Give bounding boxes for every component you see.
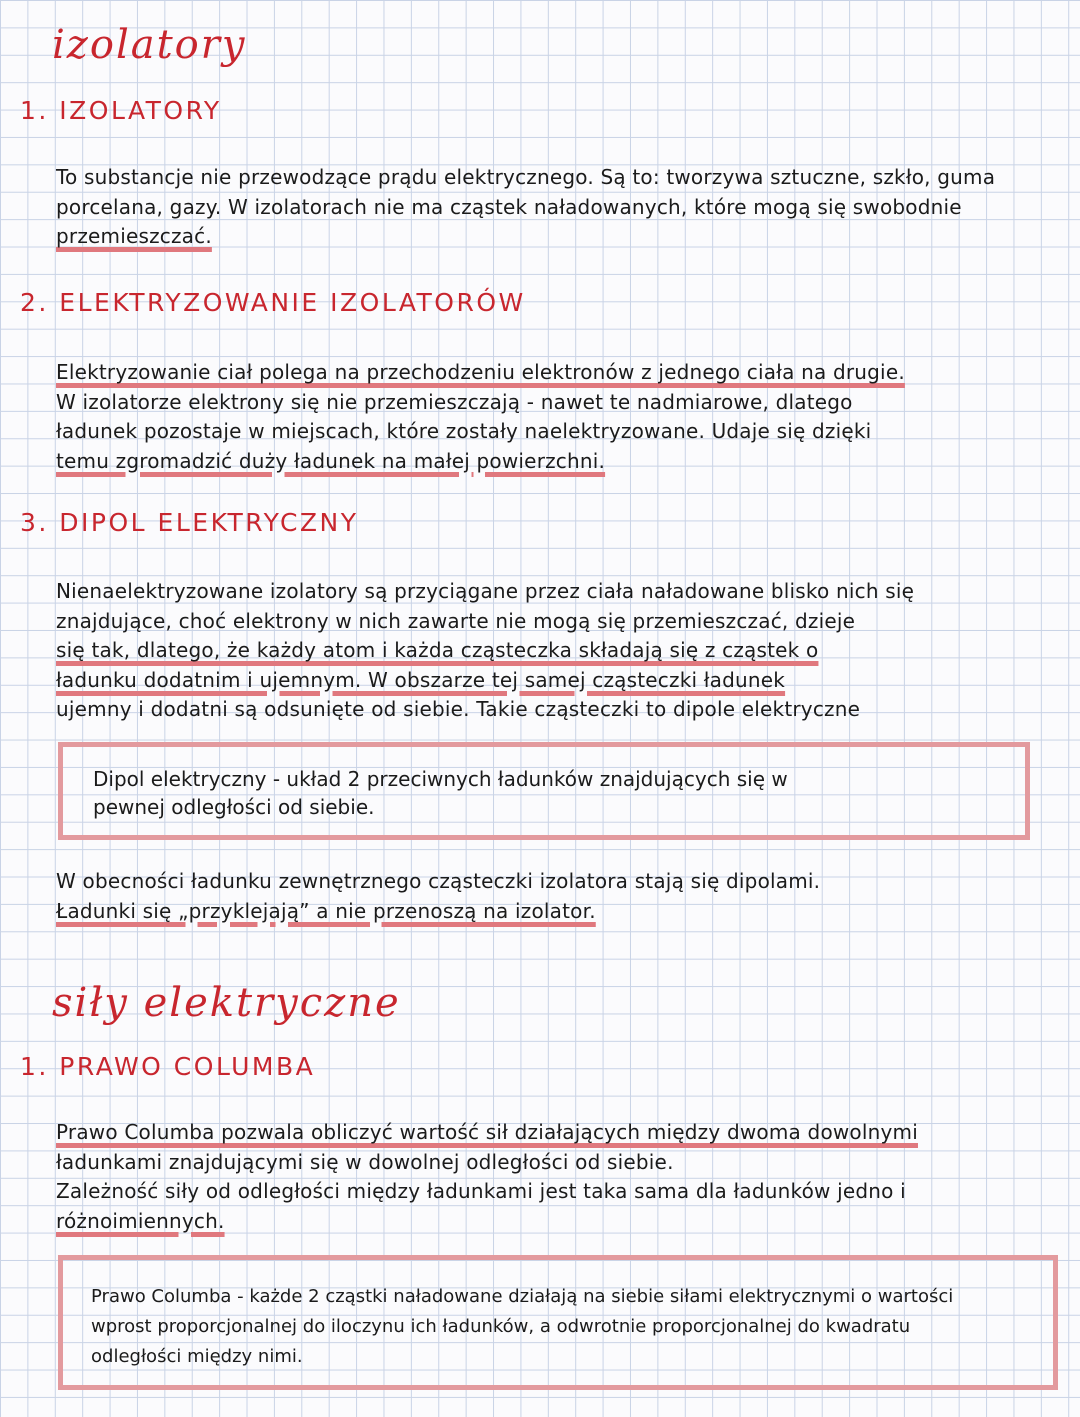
heading-elektryzowanie: 2. ELEKTRYZOWANIE IZOLATORÓW: [20, 288, 526, 317]
heading-prawo-columba: 1. PRAWO COLUMBA: [20, 1052, 316, 1081]
text-line: Prawo Columba - każde 2 cząstki naładowane działają na siebie siłami elektrycznymi o wartości: [91, 1286, 954, 1307]
heading-dipol: 3. DIPOL ELEKTRYCZNY: [20, 508, 359, 537]
text-line: Prawo Columba pozwala obliczyć wartość sił działających między dwoma dowolnymi: [56, 1120, 918, 1144]
text-line: Nienaelektryzowane izolatory są przyciągane przez ciała naładowane blisko nich się: [56, 579, 915, 603]
text-line: ujemny i dodatni są odsunięte od siebie. Takie cząsteczki to dipole elektryczne: [56, 697, 861, 721]
text-line: Zależność siły od odległości między ładunkami jest taka sama dla ładunków jedno i: [56, 1179, 906, 1203]
text-line: się tak, dlatego, że każdy atom i każda cząsteczka składają się z cząstek o: [56, 638, 819, 662]
text-line: ładunkami znajdującymi się w dowolnej odległości od siebie.: [56, 1149, 674, 1174]
definition-text: [93, 765, 1025, 821]
text-line: różnoimiennych.: [56, 1208, 225, 1233]
definition-box-columb: [58, 1255, 1058, 1390]
section-title-izolatory: izolatory: [52, 22, 247, 68]
text-line: W izolatorze elektrony się nie przemieszczają - nawet te nadmiarowe, dlatego: [56, 389, 853, 414]
text-line: przemieszczać.: [56, 224, 212, 248]
text-line: Dipol elektryczny - układ 2 przeciwnych ładunków znajdujących się w: [93, 767, 788, 791]
paragraph-dipol: [56, 577, 1056, 725]
paragraph-elektryzowanie: [56, 358, 1056, 476]
text-line: wprost proporcjonalnej do iloczynu ich ładunków, a odwrotnie proporcjonalnej do kwadratu: [91, 1316, 911, 1337]
heading-izolatory: 1. IZOLATORY: [20, 96, 222, 125]
text-line: Ładunki się „przyklejają” a nie przenoszą na izolator.: [56, 898, 596, 923]
text-line: W obecności ładunku zewnętrznego cząsteczki izolatora stają się dipolami.: [56, 869, 821, 893]
text-line: ładunek pozostaje w miejscach, które zostały naelektryzowane. Udaje się dzięki: [56, 419, 872, 443]
text-line: ładunku dodatnim i ujemnym. W obszarze tej samej cząsteczki ładunek: [56, 667, 786, 692]
paragraph-dipole-zewnetrzne: [56, 867, 1056, 926]
definition-text: [91, 1282, 1053, 1372]
text-line: odległości między nimi.: [91, 1346, 303, 1367]
text-line: Elektryzowanie ciał polega na przechodzeniu elektronów z jednego ciała na drugie.: [56, 360, 905, 384]
text-line: porcelana, gazy. W izolatorach nie ma cząstek naładowanych, które mogą się swobodnie: [56, 194, 962, 219]
paragraph-izolatory: [56, 163, 1056, 252]
text-line: pewnej odległości od siebie.: [93, 795, 375, 819]
paragraph-prawo-columba: [56, 1118, 1056, 1236]
section-title-sily: siły elektryczne: [52, 980, 401, 1026]
definition-box-dipol: [58, 742, 1030, 840]
text-line: temu zgromadzić duży ładunek na małej powierzchni.: [56, 448, 606, 473]
text-line: To substancje nie przewodzące prądu elektrycznego. Są to: tworzywa sztuczne, szkło, guma: [56, 165, 996, 189]
text-line: znajdujące, choć elektrony w nich zawarte nie mogą się przemieszczać, dzieje: [56, 608, 856, 633]
